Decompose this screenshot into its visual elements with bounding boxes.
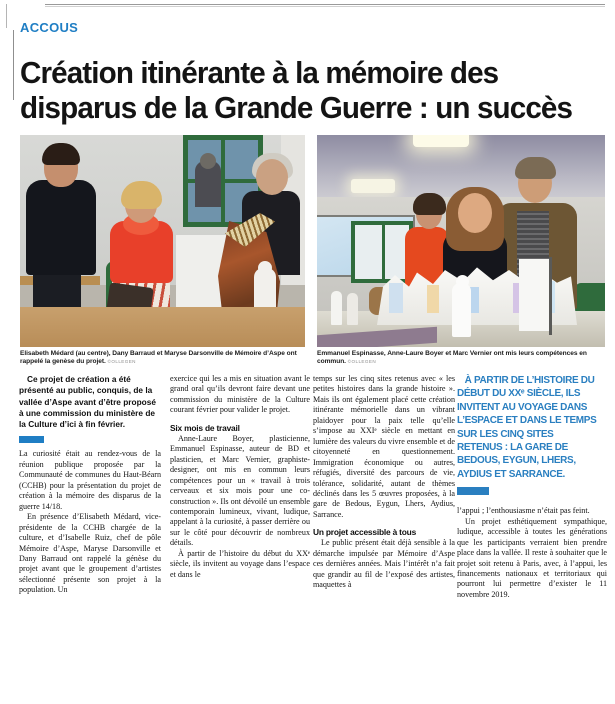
page-top-rule-secondary [45, 6, 605, 7]
photo-meeting-audience [20, 135, 305, 347]
photo-right-credit: ©OLLEGEN [347, 359, 377, 365]
page-title: Création itinérante à la mémoire des disparus de la Grande Guerre : un succès [20, 56, 573, 126]
article-column-3 [313, 374, 455, 591]
photo-right-caption-text: Emmanuel Espinasse, Anne-Laure Boyer et Marc Vernier ont mis leurs compétences en commun. [317, 350, 587, 366]
paragraph: Anne-Laure Boyer, plasticienne, Emmanuel Espinasse, auteur de BD et plasticien, et Marc Vernier, graphiste-designer, ont mis en commun leurs compétences pour un « travail à trois cerveaux et six mois pour une co-construction ». Ils ont dévoilé un ensemble contemporain lumineux, vivant, ludique, appelant à la curiosité, à passer derrière ou sur le côté pour découvrir de nombreux détails. [170, 433, 310, 548]
page-left-rule [6, 4, 7, 28]
paragraph: l’appui ; l’enthousiasme n’était pas feint. [457, 506, 590, 516]
page-left-rule-lower [13, 30, 14, 100]
photo-right-scene [317, 135, 605, 347]
subheading-un-projet-accessible-a-tous: Un projet accessible à tous [313, 527, 417, 538]
paragraph: temps sur les cinq sites retenus avec « les petites histoires dans la grande histoire ». Mais ils ont également placé cette création itinérante mémorielle dans un vibrant plaidoyer pour la paix telle qu’elle s’impose au XXIᵉ siècle en mettant en lumière des valeurs du vivre ensemble et de citoyenneté en questionnement. Immigration économique ou autres, réfugiés, diversité des parcours de vie, tolérance, solidarité, autant de thèmes déclinés dans les 5 œuvres proposées, à la gare de Bedous, Eygun, Lhers, Aydius, Sarrance. [313, 374, 455, 519]
photo-right-caption [317, 350, 609, 367]
paragraph: La curiosité était au rendez-vous de la réunion publique proposée par la Communauté de communes du Haut-Béarn (CCHB) pour la présentation du projet de création à la mémoire des disparus de la guerre 14/18. [19, 449, 161, 511]
paragraph: exercice qui les a mis en situation avant le grand oral qu’ils devront faire devant une commission du ministère de la Culture courant février pour valider le projet. [170, 374, 310, 415]
section-kicker: ACCOUS [20, 20, 79, 35]
article-column-2 [170, 374, 310, 580]
paragraph: En présence d’Elisabeth Médard, vice-présidente de la CCHB chargée de la culture, et d’Isabelle Ruiz, chef de pôle Mémoire d’Aspe, Maryse Darsonville et Dany Barraud ont rappelé la génèse du projet avant que le groupement d’artistes sélectionné présente son projet à la population. Un [19, 512, 161, 595]
article-column-4 [457, 374, 607, 600]
article-standfirst: Ce projet de création a été présenté au public, conquis, de la vallée d’Aspe avant d’être proposé à une commission du ministère de la Culture d’ici à fin février. [19, 374, 156, 430]
paragraph: À partir de l’histoire du début du XXᵉ siècle, ils invitent au voyage dans l’espace et dans le [170, 548, 310, 579]
photo-artists-with-models [317, 135, 605, 347]
photo-left-scene [20, 135, 305, 347]
blue-square-marker [19, 436, 44, 443]
article-column-1 [19, 374, 161, 596]
paragraph: Le public présent était déjà sensible à la démarche impulsée par Mémoire d’Aspe ces dernières années. Mais l’intérêt n’a fait que grandir au fil de l’exposé des artistes, maquettes à [313, 538, 455, 590]
photo-left-caption-text: Elisabeth Médard (au centre), Dany Barraud et Maryse Darsonville de Mémoire d’Aspe ont rappelé la genèse du projet. [20, 350, 297, 366]
pull-quote: À PARTIR DE L’HISTOIRE DU DÉBUT DU XXᵉ SIÈCLE, ILS INVITENT AU VOYAGE DANS L’ESPACE ET DANS LE TEMPS SUR LES CINQ SITES RETENUS : LA GARE DE BEDOUS, EYGUN, LHERS, AYDIUS ET SARRANCE. [457, 375, 597, 480]
paragraph: Un projet esthétiquement sympathique, ludique, accessible à toutes les générations que les participants verraient bien prendre place dans la vallée. Il reste à souhaiter que le projet soit retenu à Paris, avec, à l’appui, les financements nationaux et territoriaux qui pourront lui permettre d’exister le 11 novembre 2019. [457, 516, 607, 599]
pull-quote-rule [457, 487, 489, 495]
photo-left-credit: ©OLLEGEN [107, 359, 136, 365]
subheading-six-mois-de-travail: Six mois de travail [170, 422, 240, 433]
page-top-rule [45, 4, 605, 5]
photo-left-caption [20, 350, 310, 367]
